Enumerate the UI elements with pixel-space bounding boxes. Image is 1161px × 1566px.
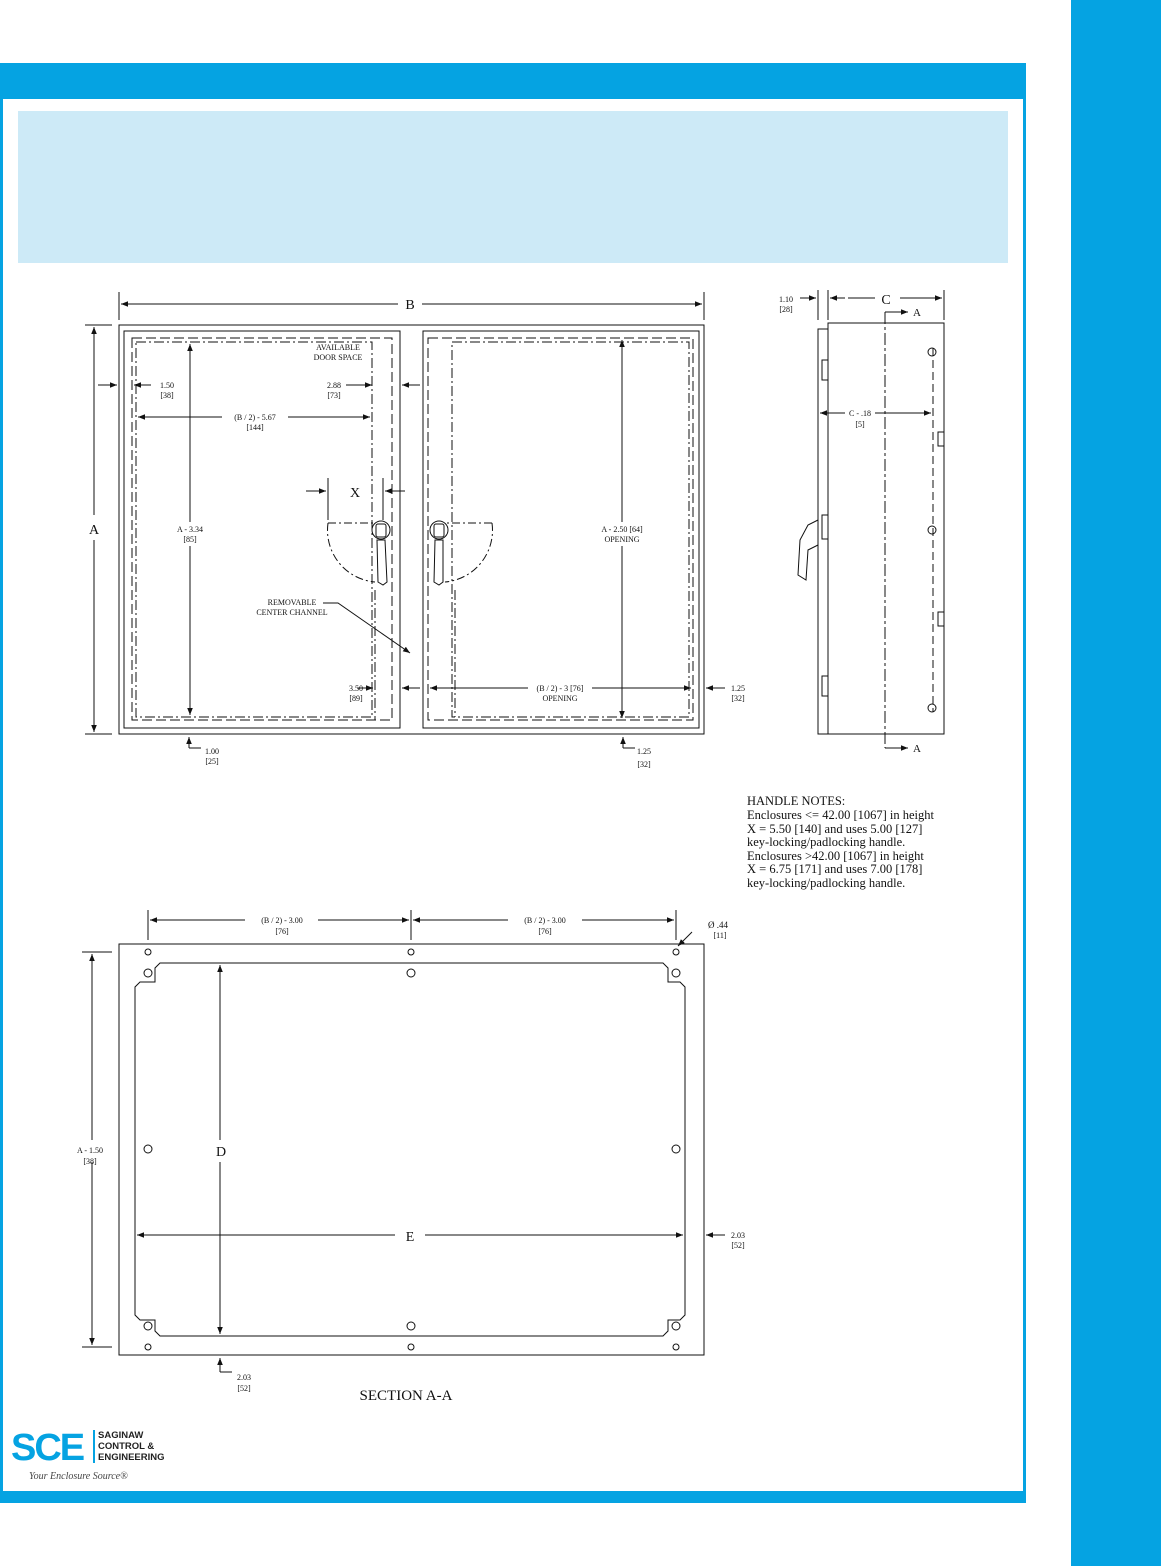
svg-text:[52]: [52] [237, 1384, 251, 1393]
svg-text:[38]: [38] [160, 391, 174, 400]
dim-b: B [405, 298, 415, 313]
svg-text:[52]: [52] [731, 1241, 745, 1250]
svg-text:CENTER CHANNEL: CENTER CHANNEL [256, 608, 328, 617]
svg-text:[89]: [89] [349, 694, 363, 703]
dim-bottom-offset: 2.03 [237, 1373, 251, 1382]
svg-text:Enclosures <= 42.00 [1067] in: Enclosures <= 42.00 [1067] in height [747, 808, 934, 822]
left-handle-icon [372, 521, 390, 585]
svg-text:Enclosures >42.00 [1067] in he: Enclosures >42.00 [1067] in height [747, 849, 924, 863]
svg-text:[144]: [144] [246, 423, 264, 432]
dim-door-height: A - 3.34 [177, 525, 203, 534]
svg-text:OPENING: OPENING [604, 535, 640, 544]
svg-text:[28]: [28] [779, 305, 793, 314]
svg-text:[38]: [38] [83, 1157, 97, 1166]
section-view [82, 910, 725, 1372]
svg-text:[73]: [73] [327, 391, 341, 400]
dim-bottom-right: 1.25 [637, 747, 651, 756]
front-view [85, 292, 725, 748]
dim-opening-height: A - 2.50 [64] [601, 525, 643, 534]
svg-text:[76]: [76] [538, 927, 552, 936]
dim-inner-depth: C - .18 [849, 409, 871, 418]
handle-notes-title: HANDLE NOTES: [747, 794, 846, 808]
section-mark-top: A [913, 307, 921, 319]
svg-text:X = 5.50 [140] and uses 5.00 [: X = 5.50 [140] and uses 5.00 [127] [747, 822, 923, 836]
dim-hole-spacing-left: (B / 2) - 3.00 [261, 916, 303, 925]
logo-company-name: SAGINAW CONTROL & ENGINEERING [93, 1430, 164, 1463]
dim-hole-dia: Ø .44 [708, 920, 728, 930]
svg-text:[76]: [76] [275, 927, 289, 936]
svg-text:[25]: [25] [205, 757, 219, 766]
dim-a: A [88, 523, 100, 538]
dim-c: C [881, 293, 891, 308]
logo-tagline: Your Enclosure Source® [29, 1471, 128, 1482]
dim-channel-width: 3.50 [349, 684, 363, 693]
svg-text:[5]: [5] [855, 420, 865, 429]
dim-hole-spacing-right: (B / 2) - 3.00 [524, 916, 566, 925]
dim-flange: 1.10 [779, 295, 793, 304]
sce-logo [11, 1427, 165, 1488]
handle-notes [747, 794, 935, 890]
svg-text:[11]: [11] [713, 931, 727, 940]
svg-text:[85]: [85] [183, 535, 197, 544]
svg-text:key-locking/padlocking handle.: key-locking/padlocking handle. [747, 835, 906, 849]
dim-right-margin: 1.25 [731, 684, 745, 693]
dim-door-width: (B / 2) - 5.67 [234, 413, 276, 422]
svg-text:X = 6.75 [171] and uses 7.00 [: X = 6.75 [171] and uses 7.00 [178] [747, 862, 923, 876]
section-title: SECTION A-A [359, 1388, 453, 1404]
dim-x: X [349, 486, 361, 501]
dim-left-margin: 1.50 [160, 381, 174, 390]
svg-text:[32]: [32] [731, 694, 745, 703]
svg-text:key-locking/padlocking handle.: key-locking/padlocking handle. [747, 876, 906, 890]
dim-e: E [405, 1230, 415, 1245]
section-mark-bottom: A [913, 743, 921, 755]
door-space-label: AVAILABLE [316, 343, 360, 352]
logo-mark: SCE [11, 1427, 84, 1469]
svg-text:DOOR SPACE: DOOR SPACE [313, 353, 363, 362]
dim-section-height: A - 1.50 [77, 1146, 103, 1155]
side-view [798, 290, 944, 748]
dim-side-offset: 2.03 [731, 1231, 745, 1240]
dim-center-gap: 2.88 [327, 381, 341, 390]
dim-d: D [215, 1145, 227, 1160]
svg-text:OPENING: OPENING [542, 694, 578, 703]
right-handle-icon [430, 521, 448, 585]
dim-opening-width: (B / 2) - 3 [76] [536, 684, 584, 693]
center-channel-label: REMOVABLE [267, 598, 317, 607]
dim-bottom-left: 1.00 [205, 747, 219, 756]
svg-text:[32]: [32] [637, 760, 651, 769]
